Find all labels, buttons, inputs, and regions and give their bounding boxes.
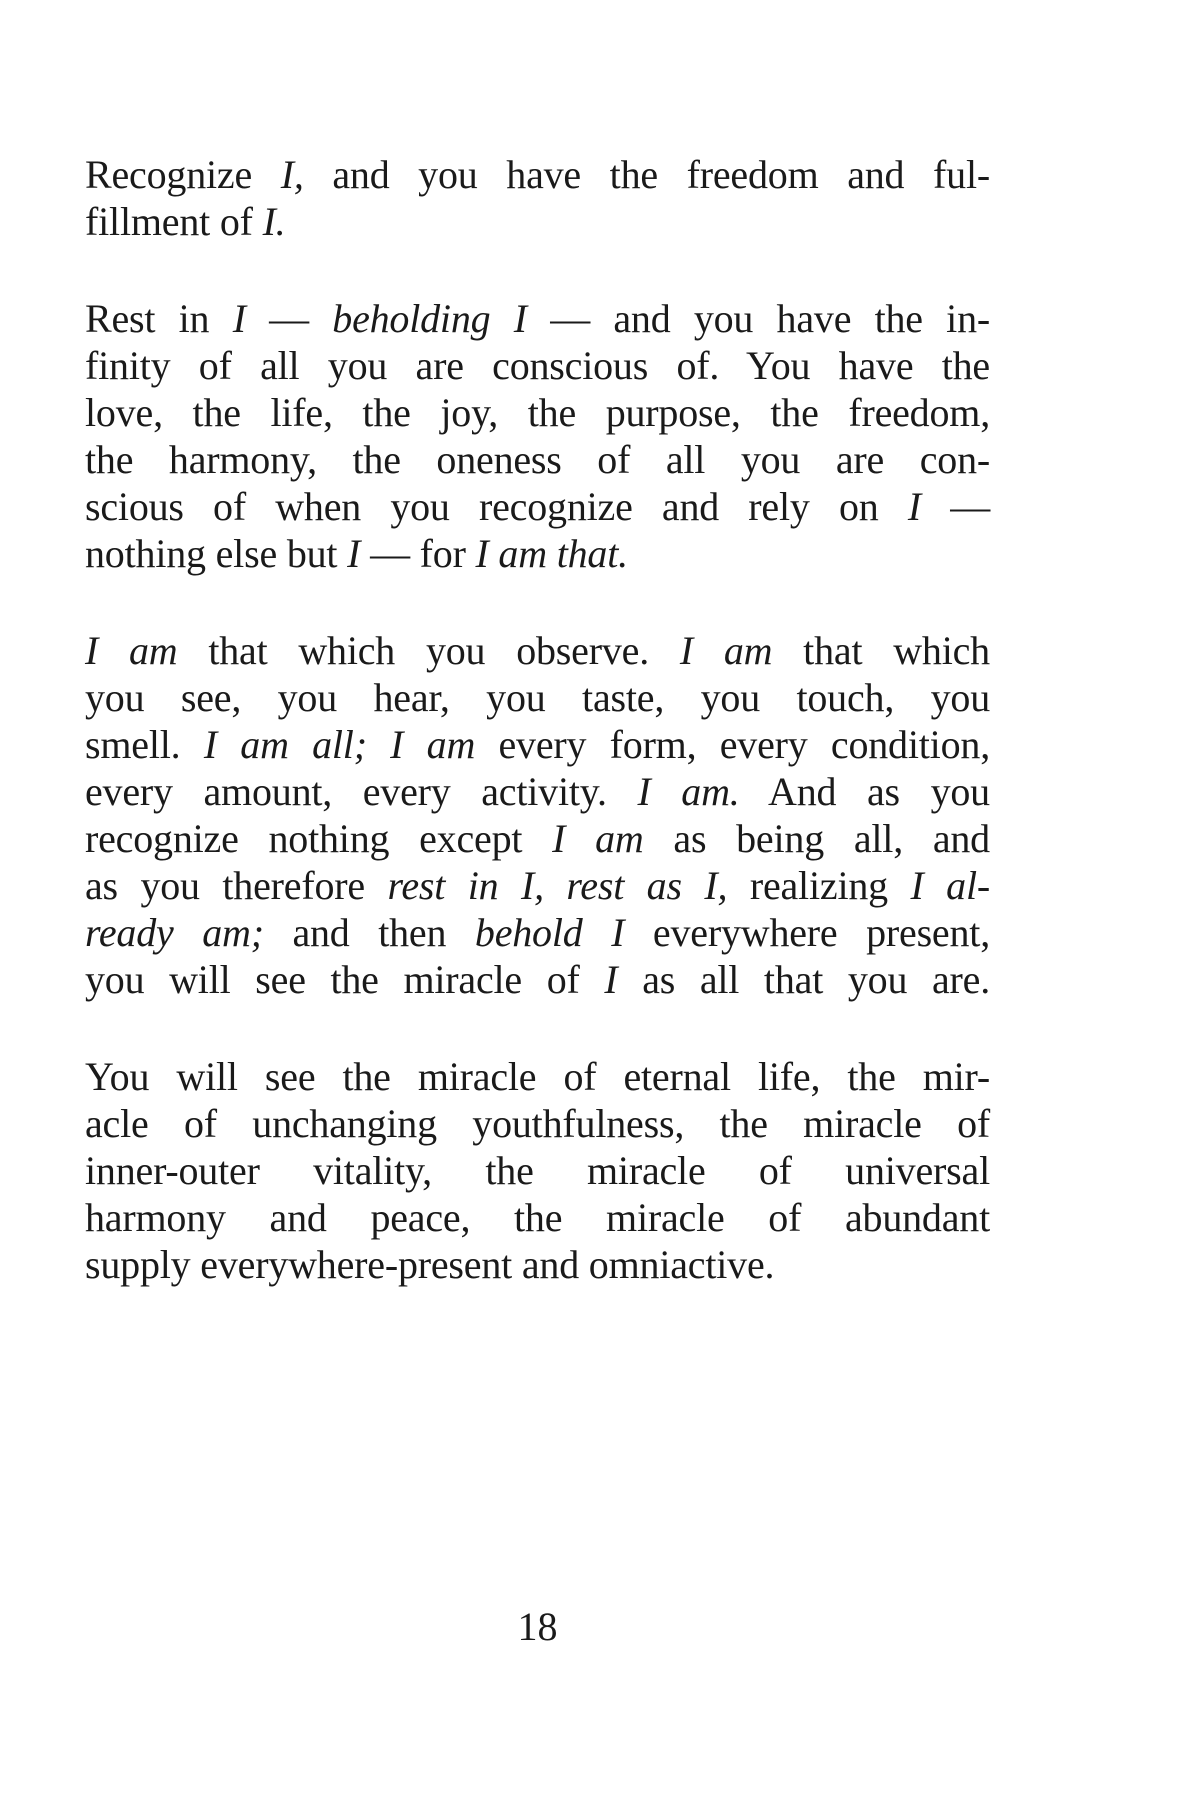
text-block <box>85 151 990 1288</box>
paragraph <box>85 1053 990 1288</box>
italic-run: beholding I <box>332 296 527 341</box>
text-run: that which <box>772 628 990 673</box>
text-run: acle of unchanging youthfulness, the miracle of <box>85 1101 990 1146</box>
text-line <box>85 674 990 721</box>
text-run: and you have the freedom and ful- <box>303 152 991 197</box>
text-line <box>85 721 990 768</box>
italic-run: I <box>604 957 618 1002</box>
italic-run: I <box>347 531 361 576</box>
page-number: 18 <box>517 1604 558 1649</box>
text-run: scious of when you recognize and rely on <box>85 484 908 529</box>
text-run: You will see the miracle of eternal life, the mir- <box>85 1054 990 1099</box>
text-run: Recognize <box>85 152 281 197</box>
text-run: as all that you are. <box>617 957 990 1002</box>
text-line <box>85 627 990 674</box>
text-line <box>85 1100 990 1147</box>
book-page <box>85 0 990 1650</box>
text-line <box>85 1053 990 1100</box>
italic-run: I am <box>85 628 178 673</box>
text-run: the harmony, the oneness of all you are con- <box>85 437 990 482</box>
text-line <box>85 151 990 198</box>
italic-run: I am that. <box>475 531 628 576</box>
text-line <box>85 768 990 815</box>
text-line <box>85 909 990 956</box>
text-line <box>85 198 990 245</box>
text-line <box>85 815 990 862</box>
italic-run: I <box>232 296 246 341</box>
text-run: and then <box>263 910 475 955</box>
text-run: inner-outer vitality, the miracle of universal <box>85 1148 990 1193</box>
text-run: smell. <box>85 722 204 767</box>
italic-run: I am. <box>637 769 740 814</box>
text-line <box>85 1194 990 1241</box>
text-line <box>85 483 990 530</box>
text-run: nothing else but <box>85 531 348 576</box>
italic-run: I <box>907 484 921 529</box>
text-line <box>85 389 990 436</box>
text-run: recognize nothing except <box>85 816 553 861</box>
text-line <box>85 530 990 577</box>
text-run: realizing <box>727 863 911 908</box>
text-line <box>85 1241 990 1288</box>
paragraph <box>85 295 990 577</box>
text-run: love, the life, the joy, the purpose, the freedom, <box>85 390 990 435</box>
text-run: as being all, and <box>643 816 990 861</box>
text-run: — and you have the in- <box>526 296 990 341</box>
text-run: — for <box>360 531 476 576</box>
text-run: that which you observe. <box>177 628 680 673</box>
paragraph <box>85 627 990 1003</box>
paragraph <box>85 151 990 245</box>
text-run: you will see the miracle of <box>85 957 605 1002</box>
text-run: fillment of <box>85 199 263 244</box>
italic-run: I am <box>679 628 773 673</box>
italic-run: behold I <box>474 910 625 955</box>
italic-run: ready am; <box>85 910 264 955</box>
text-run: supply everywhere-present and omniactive. <box>85 1242 775 1287</box>
italic-run: I am all; I am <box>203 722 476 767</box>
text-line <box>85 295 990 342</box>
italic-run: I al- <box>910 863 990 908</box>
italic-run: I, <box>280 152 304 197</box>
text-line <box>85 956 990 1003</box>
text-run: — <box>920 484 990 529</box>
italic-run: I. <box>262 199 286 244</box>
text-line <box>85 436 990 483</box>
text-run: And as you <box>739 769 990 814</box>
text-run: everywhere present, <box>624 910 990 955</box>
text-run: — <box>245 296 333 341</box>
text-run: harmony and peace, the miracle of abundant <box>85 1195 990 1240</box>
text-run: every amount, every activity. <box>85 769 638 814</box>
text-run: every form, every condition, <box>475 722 990 767</box>
text-run: Rest in <box>85 296 233 341</box>
text-line <box>85 1147 990 1194</box>
italic-run: rest in I, rest as I, <box>387 863 728 908</box>
text-line <box>85 342 990 389</box>
italic-run: I am <box>552 816 644 861</box>
text-line <box>85 862 990 909</box>
text-run: you see, you hear, you taste, you touch, you <box>85 675 990 720</box>
text-run: as you therefore <box>85 863 388 908</box>
text-run: finity of all you are conscious of. You have the <box>85 343 990 388</box>
